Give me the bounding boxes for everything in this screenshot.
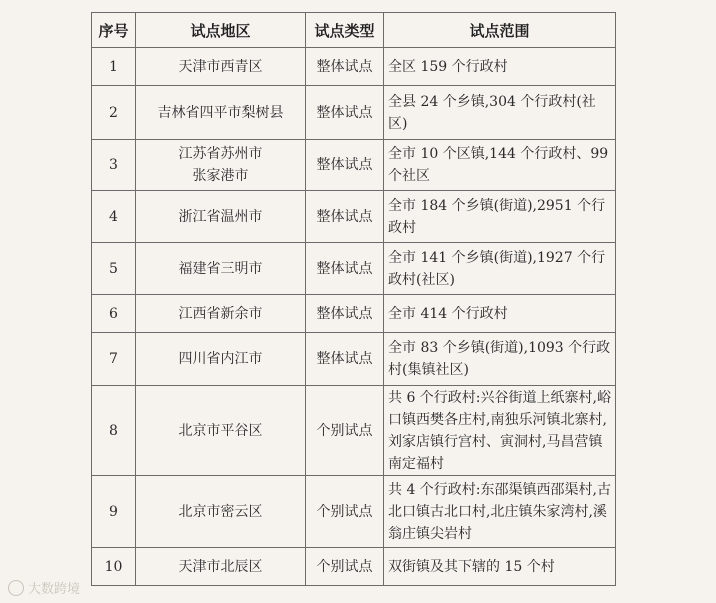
- cell-scope: 全区 159 个行政村: [384, 48, 616, 86]
- table-row: [92, 476, 616, 548]
- header-region: 试点地区: [136, 13, 306, 48]
- table-header-row: [92, 13, 616, 48]
- cell-no: 1: [92, 48, 136, 86]
- table-row: [92, 386, 616, 476]
- cell-no: 5: [92, 243, 136, 295]
- pilot-table: [91, 12, 616, 586]
- cell-scope: 全市 10 个区镇,144 个行政村、99 个社区: [384, 140, 616, 191]
- watermark: [8, 578, 80, 597]
- cell-no: 7: [92, 333, 136, 386]
- cell-scope: 全市 83 个乡镇(街道),1093 个行政村(集镇社区): [384, 333, 616, 386]
- cell-type: 整体试点: [306, 48, 384, 86]
- cell-type: 整体试点: [306, 140, 384, 191]
- cell-region: 天津市西青区: [136, 48, 306, 86]
- header-scope: 试点范围: [384, 13, 616, 48]
- cell-no: 10: [92, 548, 136, 586]
- cell-no: 6: [92, 295, 136, 333]
- cell-type: 个别试点: [306, 476, 384, 548]
- cell-scope: 共 6 个行政村:兴谷街道上纸寨村,峪口镇西樊各庄村,南独乐河镇北寨村,刘家店镇行宫村、寅洞村,马昌营镇南定福村: [384, 386, 616, 476]
- cell-region: 北京市平谷区: [136, 386, 306, 476]
- cell-scope: 全县 24 个乡镇,304 个行政村(社区): [384, 86, 616, 140]
- cell-no: 9: [92, 476, 136, 548]
- cell-scope: 全市 184 个乡镇(街道),2951 个行政村: [384, 191, 616, 243]
- table-row: [92, 333, 616, 386]
- cell-region: 浙江省温州市: [136, 191, 306, 243]
- cell-type: 整体试点: [306, 191, 384, 243]
- logo-circle-icon: [8, 580, 24, 596]
- cell-scope: 双街镇及其下辖的 15 个村: [384, 548, 616, 586]
- table-row: [92, 548, 616, 586]
- cell-type: 整体试点: [306, 86, 384, 140]
- cell-type: 整体试点: [306, 243, 384, 295]
- header-no: 序号: [92, 13, 136, 48]
- cell-no: 3: [92, 140, 136, 191]
- cell-scope: 全市 141 个乡镇(街道),1927 个行政村(社区): [384, 243, 616, 295]
- header-type: 试点类型: [306, 13, 384, 48]
- cell-region: 北京市密云区: [136, 476, 306, 548]
- table-row: [92, 191, 616, 243]
- cell-scope: 全市 414 个行政村: [384, 295, 616, 333]
- watermark-text: 大数跨境: [28, 582, 81, 597]
- table-row: [92, 48, 616, 86]
- cell-type: 个别试点: [306, 548, 384, 586]
- cell-no: 2: [92, 86, 136, 140]
- cell-no: 4: [92, 191, 136, 243]
- cell-type: 整体试点: [306, 295, 384, 333]
- cell-type: 个别试点: [306, 386, 384, 476]
- cell-scope: 共 4 个行政村:东邵渠镇西邵渠村,古北口镇古北口村,北庄镇朱家湾村,溪翁庄镇尖岩村: [384, 476, 616, 548]
- cell-no: 8: [92, 386, 136, 476]
- cell-region: 四川省内江市: [136, 333, 306, 386]
- cell-region: 江西省新余市: [136, 295, 306, 333]
- table-row: [92, 295, 616, 333]
- cell-region: 江苏省苏州市 张家港市: [136, 140, 306, 191]
- cell-region: 天津市北辰区: [136, 548, 306, 586]
- cell-region: 吉林省四平市梨树县: [136, 86, 306, 140]
- table-row: [92, 243, 616, 295]
- cell-region: 福建省三明市: [136, 243, 306, 295]
- cell-type: 整体试点: [306, 333, 384, 386]
- table-row: [92, 140, 616, 191]
- table-row: [92, 86, 616, 140]
